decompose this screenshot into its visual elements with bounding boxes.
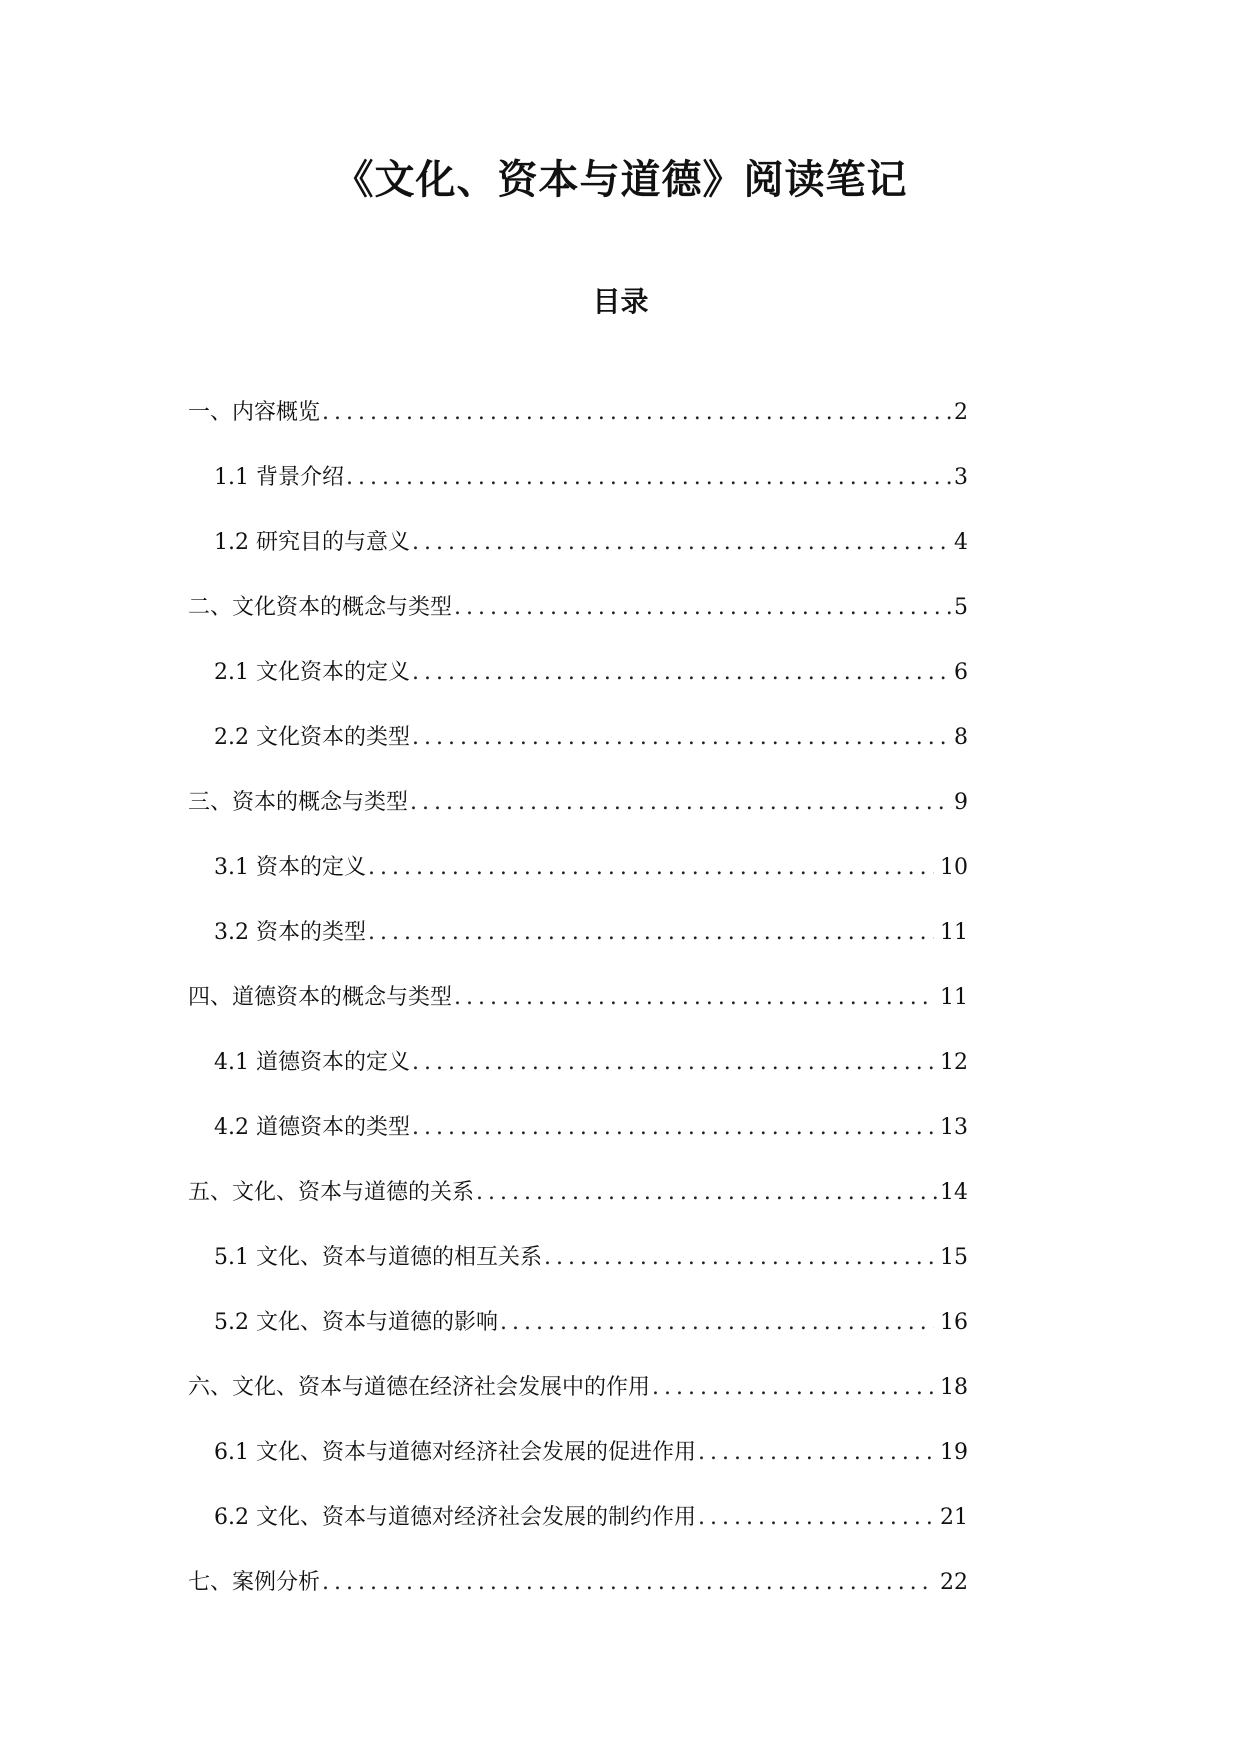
toc-entry-page: 18 — [940, 1375, 968, 1400]
toc-entry[interactable] — [188, 1160, 968, 1225]
toc-entry-label: 五、文化、资本与道德的关系 — [188, 1180, 475, 1205]
dot-leader — [500, 1290, 934, 1355]
toc-entry-page: 4 — [954, 530, 968, 555]
toc-entry-label: 一、内容概览 — [188, 400, 321, 425]
toc-entry-label: 3.1 资本的定义 — [214, 855, 366, 880]
toc-entry-label: 5.2 文化、资本与道德的影响 — [214, 1310, 498, 1335]
toc-entry-label: 4.2 道德资本的类型 — [214, 1115, 410, 1140]
toc-entry[interactable] — [188, 1290, 968, 1355]
dot-leader — [322, 1550, 934, 1615]
dot-leader — [346, 445, 952, 510]
toc-entry-label: 六、文化、资本与道德在经济社会发展中的作用 — [188, 1375, 651, 1400]
toc-entry[interactable] — [188, 445, 968, 510]
toc-entry-page: 21 — [940, 1505, 968, 1530]
dot-leader — [368, 900, 934, 965]
toc-entry[interactable] — [188, 510, 968, 575]
toc-entry-label: 6.1 文化、资本与道德对经济社会发展的促进作用 — [214, 1440, 696, 1465]
toc-entry[interactable] — [188, 770, 968, 835]
toc-entry-label: 三、资本的概念与类型 — [188, 790, 409, 815]
toc-entry-label: 5.1 文化、资本与道德的相互关系 — [214, 1245, 542, 1270]
toc-entry-label: 1.1 背景介绍 — [214, 465, 344, 490]
dot-leader — [698, 1485, 934, 1550]
toc-entry-page: 14 — [940, 1180, 968, 1205]
toc-entry[interactable] — [188, 640, 968, 705]
toc-entry-page: 16 — [940, 1310, 968, 1335]
toc-entry-page: 3 — [954, 465, 968, 490]
toc-entry-label: 6.2 文化、资本与道德对经济社会发展的制约作用 — [214, 1505, 696, 1530]
toc-entry[interactable] — [188, 835, 968, 900]
toc-entry-page: 15 — [940, 1245, 968, 1270]
dot-leader — [368, 835, 934, 900]
dot-leader — [698, 1420, 934, 1485]
dot-leader — [410, 770, 952, 835]
toc-entry-page: 5 — [954, 595, 968, 620]
toc-entry-page: 12 — [940, 1050, 968, 1075]
toc-entry-label: 2.2 文化资本的类型 — [214, 725, 410, 750]
toc-entry[interactable] — [188, 1550, 968, 1615]
toc-entry[interactable] — [188, 1420, 968, 1485]
toc-entry[interactable] — [188, 575, 968, 640]
toc-entry[interactable] — [188, 380, 968, 445]
dot-leader — [412, 510, 952, 575]
toc-entry-page: 19 — [940, 1440, 968, 1465]
toc-entry-page: 13 — [940, 1115, 968, 1140]
table-of-contents — [188, 380, 968, 1615]
toc-entry-page: 6 — [954, 660, 968, 685]
toc-entry-page: 8 — [954, 725, 968, 750]
dot-leader — [454, 965, 934, 1030]
toc-entry-page: 10 — [940, 855, 968, 880]
dot-leader — [412, 705, 952, 770]
toc-entry[interactable] — [188, 900, 968, 965]
toc-entry-label: 四、道德资本的概念与类型 — [188, 985, 453, 1010]
toc-entry-label: 1.2 研究目的与意义 — [214, 530, 410, 555]
toc-entry-label: 2.1 文化资本的定义 — [214, 660, 410, 685]
toc-entry[interactable] — [188, 965, 968, 1030]
toc-entry-page: 2 — [954, 400, 968, 425]
dot-leader — [476, 1160, 938, 1225]
dot-leader — [322, 380, 952, 445]
dot-leader — [412, 1095, 934, 1160]
toc-entry-label: 七、案例分析 — [188, 1570, 321, 1595]
toc-entry[interactable] — [188, 705, 968, 770]
dot-leader — [544, 1225, 934, 1290]
dot-leader — [454, 575, 952, 640]
toc-entry-page: 11 — [940, 920, 968, 945]
toc-entry-label: 3.2 资本的类型 — [214, 920, 366, 945]
toc-entry-label: 4.1 道德资本的定义 — [214, 1050, 410, 1075]
toc-entry-page: 22 — [940, 1570, 968, 1595]
document-title: 《文化、资本与道德》阅读笔记 — [333, 156, 908, 203]
toc-entry-page: 9 — [954, 790, 968, 815]
dot-leader — [412, 640, 952, 705]
toc-entry[interactable] — [188, 1095, 968, 1160]
dot-leader — [412, 1030, 934, 1095]
toc-entry-label: 二、文化资本的概念与类型 — [188, 595, 453, 620]
toc-heading: 目录 — [592, 285, 649, 318]
toc-entry[interactable] — [188, 1225, 968, 1290]
toc-entry[interactable] — [188, 1355, 968, 1420]
toc-entry[interactable] — [188, 1485, 968, 1550]
dot-leader — [652, 1355, 938, 1420]
toc-entry[interactable] — [188, 1030, 968, 1095]
toc-entry-page: 11 — [940, 985, 968, 1010]
